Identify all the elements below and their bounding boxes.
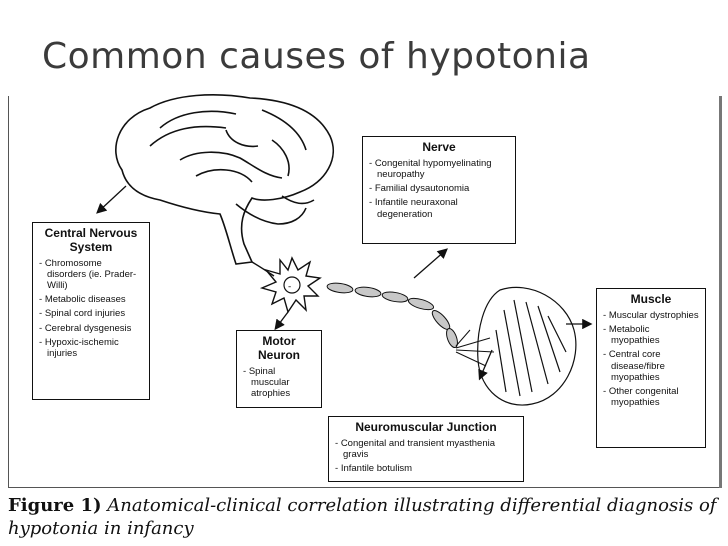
motor-neuron-box-title: Motor Neuron [258, 334, 300, 362]
motor-neuron-box [236, 330, 322, 408]
nerve-box-title: Nerve [422, 140, 456, 154]
muscle-box [596, 288, 706, 448]
cns-box [32, 222, 150, 400]
pointer-arrows [98, 186, 590, 378]
nerve-box [362, 136, 516, 244]
nerve-item: - Congenital hypomyelinating neuropathy [369, 158, 509, 180]
cns-item: - Hypoxic-ischemic injuries [39, 337, 143, 359]
muscle-item: - Muscular dystrophies [603, 310, 699, 321]
nerve-terminal-illustration [456, 330, 494, 366]
nmj-box-title: Neuromuscular Junction [355, 420, 497, 434]
cns-box-title: Central Nervous System [44, 226, 138, 254]
motor-neuron-item: - Spinal muscular atrophies [243, 366, 315, 400]
muscle-item: - Other congenital myopathies [603, 386, 699, 408]
axon-illustration [327, 282, 460, 349]
muscle-box-title: Muscle [630, 292, 672, 306]
muscle-item: - Metabolic myopathies [603, 324, 699, 346]
cns-item: - Spinal cord injuries [39, 308, 143, 319]
cns-item: - Chromosome disorders (ie. Prader-Willi) [39, 258, 143, 292]
figure-caption-text: Anatomical-clinical correlation illustrating differential diagnosis of hypotonia in infancy [8, 495, 717, 539]
nmj-item: - Infantile botulism [335, 463, 517, 474]
nerve-item: - Infantile neuraxonal degeneration [369, 197, 509, 219]
muscle-item: - Central core disease/fibre myopathies [603, 349, 699, 383]
cns-item: - Metabolic diseases [39, 294, 143, 305]
nerve-item: - Familial dysautonomia [369, 183, 509, 194]
svg-text:-: - [288, 282, 292, 292]
nmj-box [328, 416, 524, 482]
arrow-to-cns [98, 186, 126, 212]
arrow-to-motor-neuron [276, 312, 288, 328]
muscle-illustration [478, 287, 576, 405]
cns-item: - Cerebral dysgenesis [39, 323, 143, 334]
motor-neuron-cell-illustration [252, 258, 320, 312]
arrow-to-nerve [414, 250, 446, 278]
figure-caption-label: Figure 1) [8, 495, 102, 516]
slide-title: Common causes of hypotonia [42, 36, 591, 77]
figure-caption [8, 494, 724, 540]
nmj-item: - Congenital and transient myasthenia gravis [335, 438, 517, 460]
